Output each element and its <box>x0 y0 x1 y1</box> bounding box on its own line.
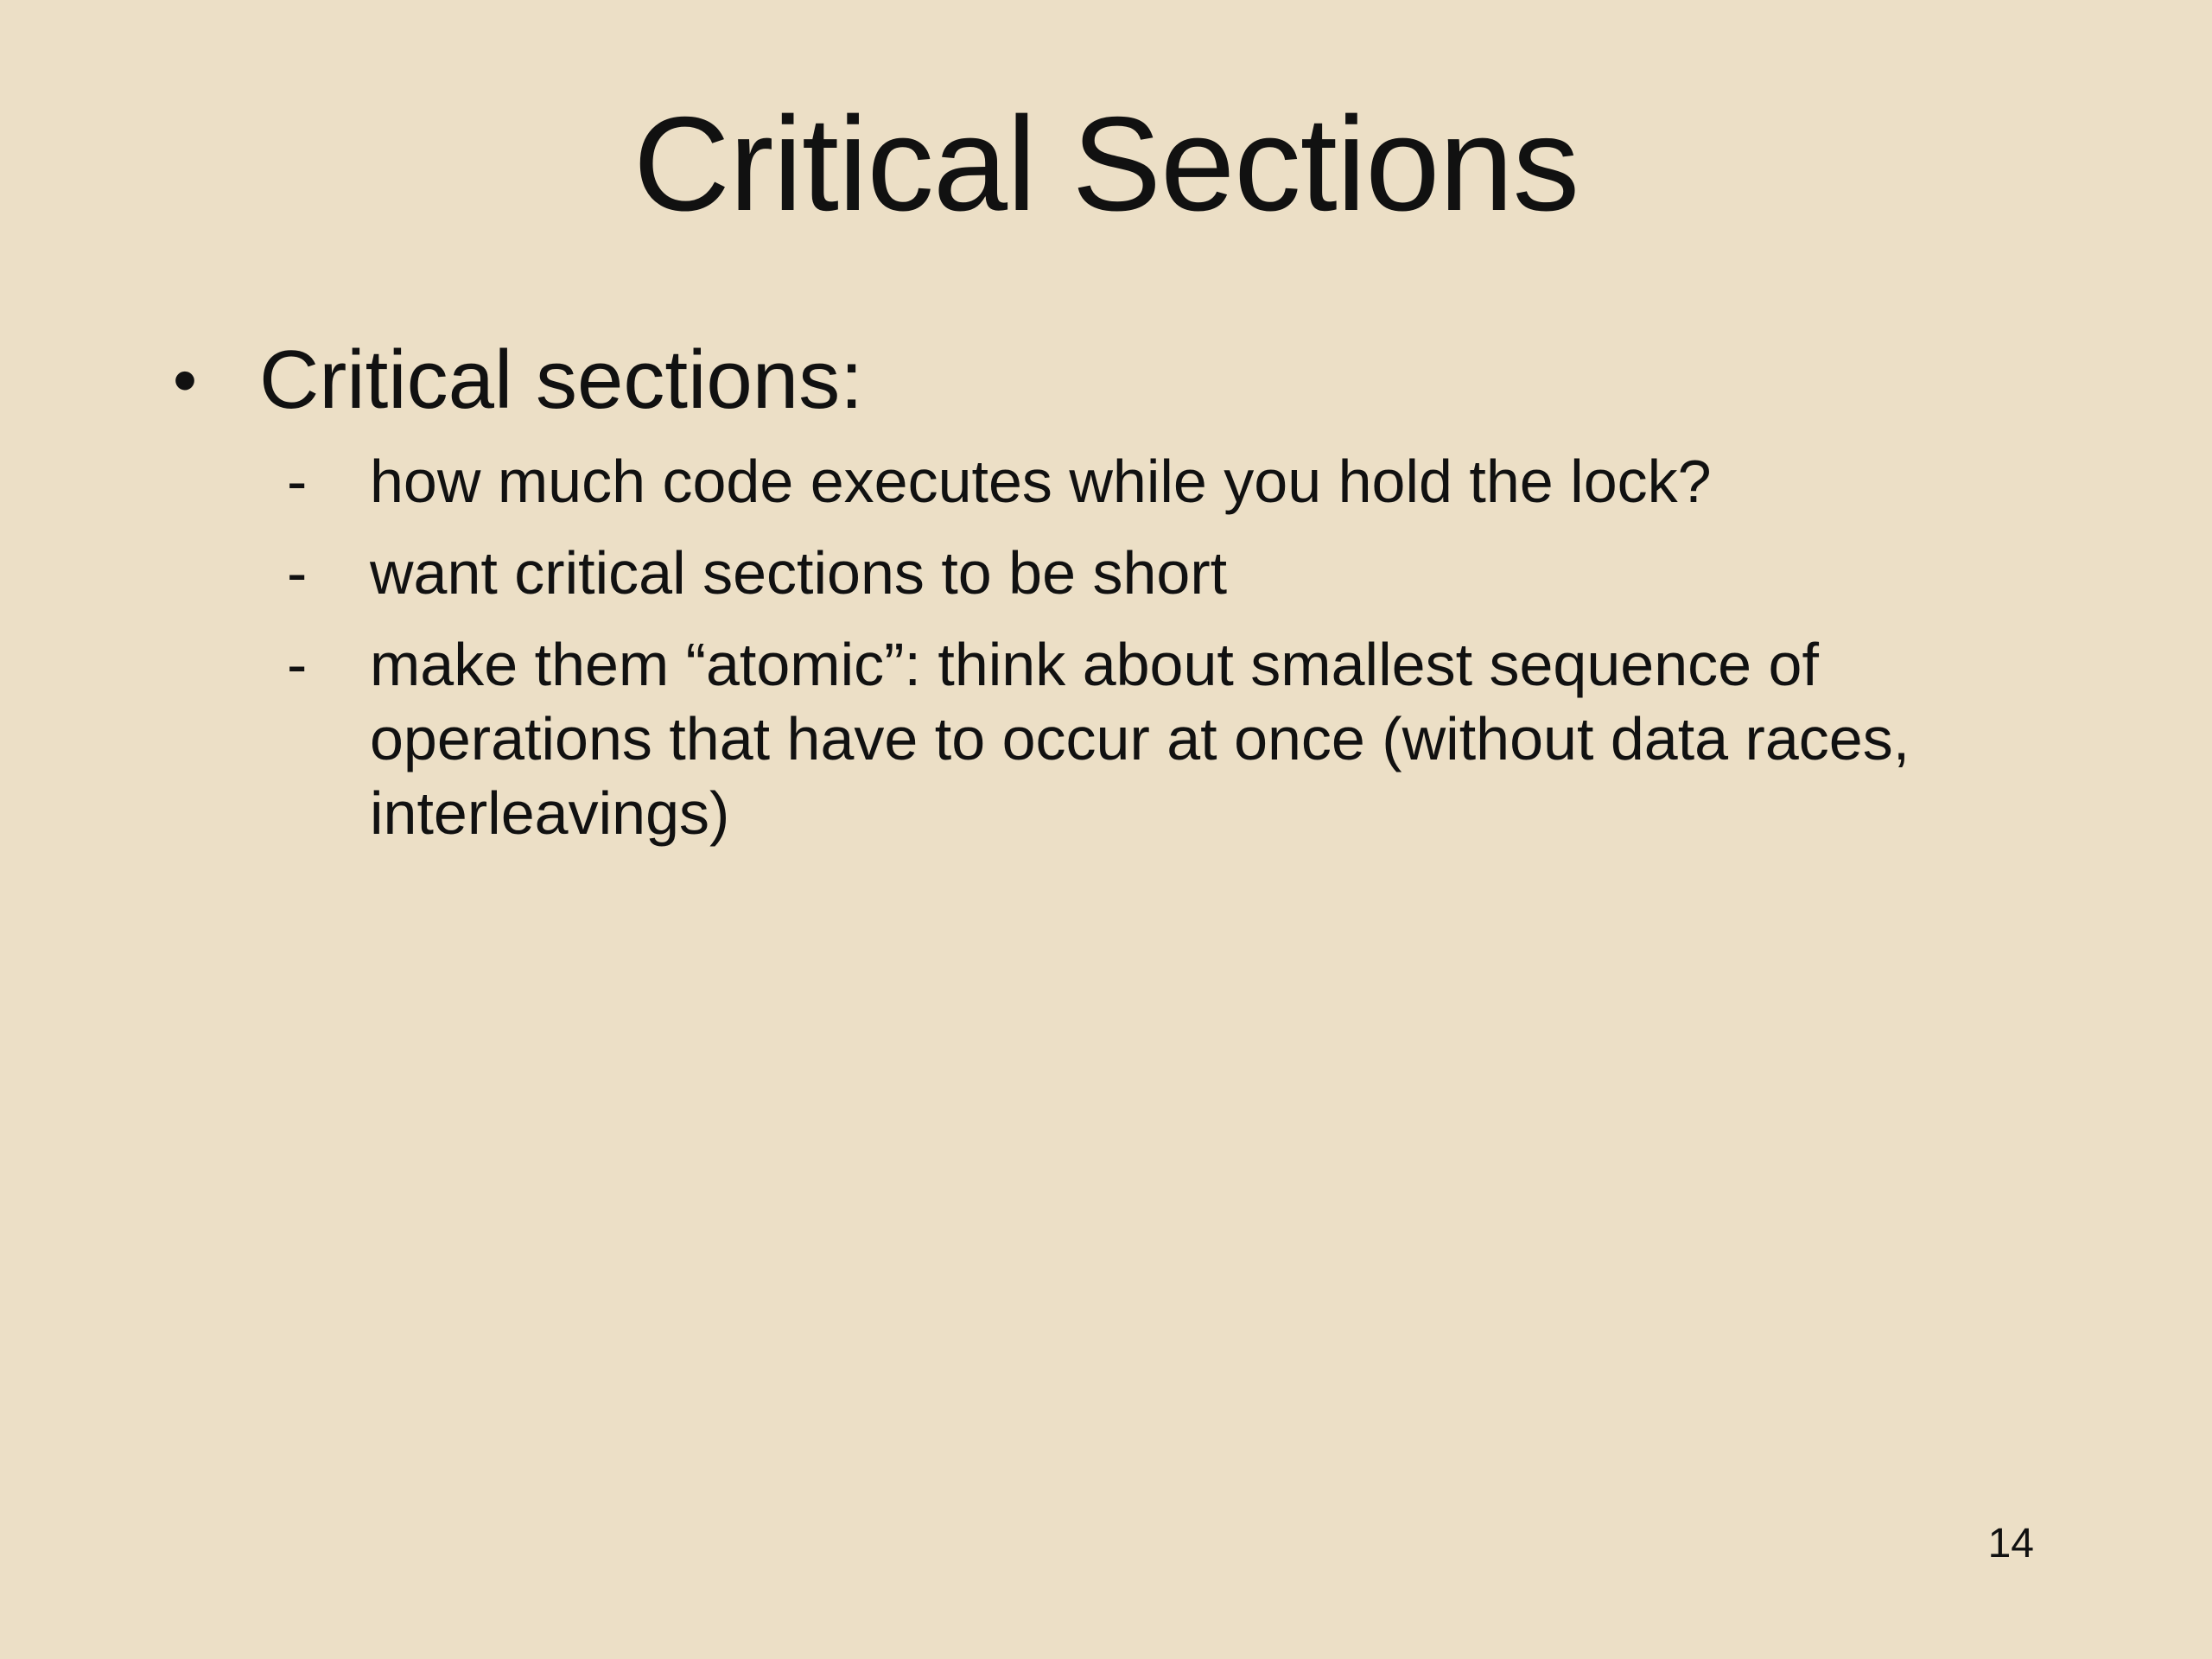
sub-bullet-text: want critical sections to be short <box>370 539 1228 607</box>
sub-bullet-item <box>0 536 1994 610</box>
bullet-item <box>0 328 2212 850</box>
sub-bullet-list <box>259 444 2212 850</box>
slide-title: Critical Sections <box>632 89 1580 238</box>
sub-bullet-text: how much code executes while you hold the lock? <box>370 448 1712 515</box>
sub-bullet-item <box>0 627 1994 850</box>
bullet-marker: • <box>173 341 198 418</box>
page-number: 14 <box>1987 1521 2034 1567</box>
bullet-text: Critical sections: <box>259 334 863 426</box>
bullet-list <box>0 328 2212 868</box>
sub-bullet-item <box>0 444 1994 518</box>
sub-bullet-marker: - <box>287 539 308 607</box>
sub-bullet-marker: - <box>287 448 308 515</box>
sub-bullet-marker: - <box>287 631 308 698</box>
sub-bullet-text: make them “atomic”: think about smallest sequence of operations that have to occur at once (without data races, interleavings) <box>370 631 1910 847</box>
